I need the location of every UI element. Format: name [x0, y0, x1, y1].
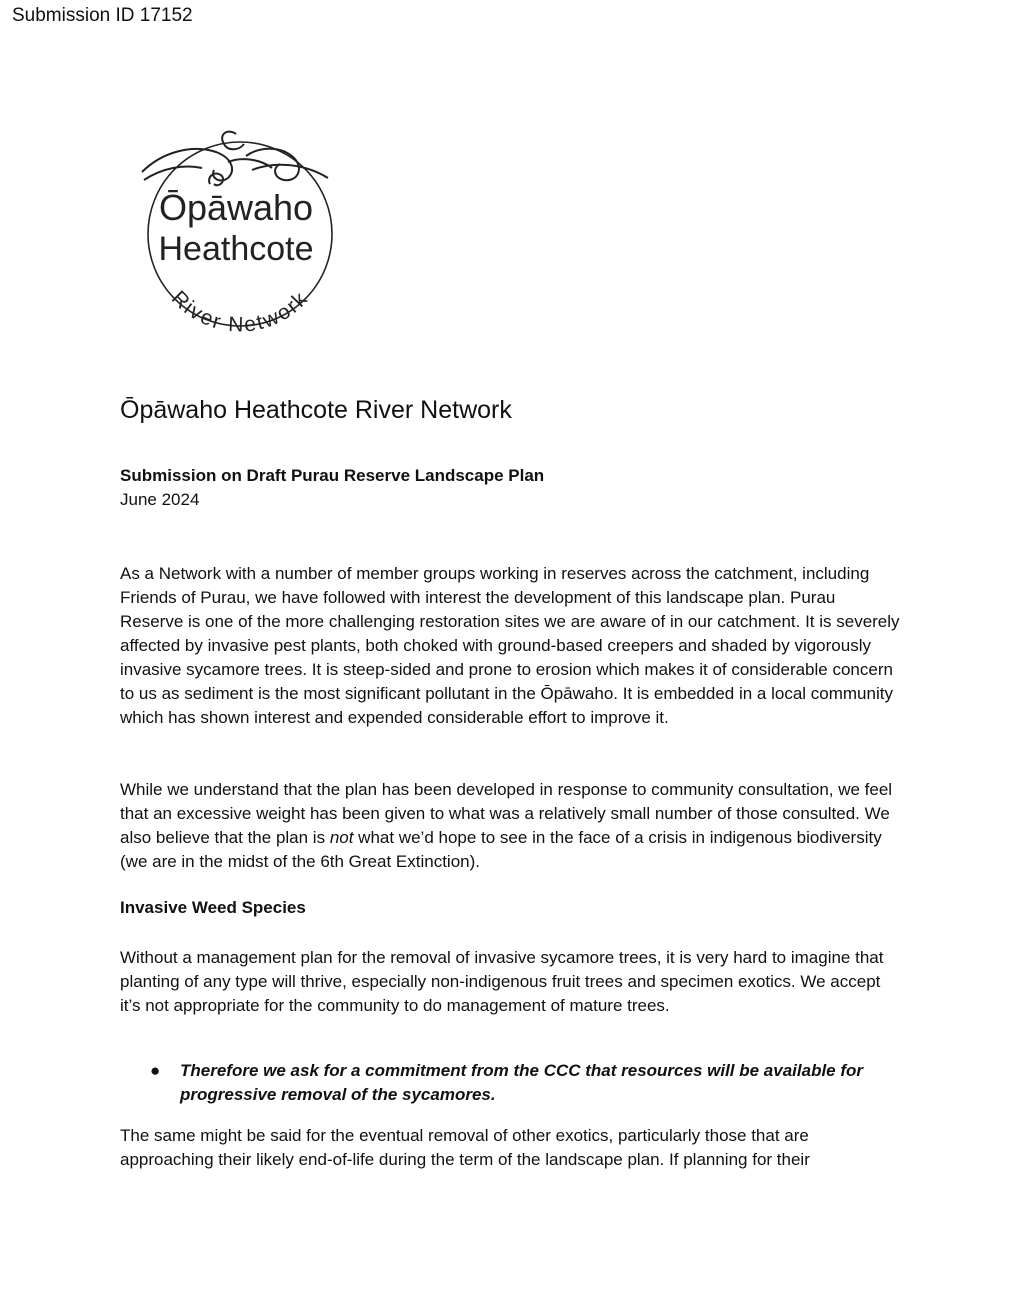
submission-date: June 2024 — [120, 490, 200, 509]
emphasis-not: not — [329, 828, 354, 847]
exotics-paragraph: The same might be said for the eventual removal of other exotics, particularly those that are approaching their likely end-of-life during the term of the landscape plan. If planning for their — [120, 1126, 810, 1169]
logo-text-line2: Heathcote — [158, 230, 314, 268]
request-bullet: Therefore we ask for a commitment from the CCC that resources will be available for progressive removal of the sycamores. — [180, 1061, 864, 1104]
logo-text-line1: Ōpāwaho — [158, 187, 314, 228]
consultation-text-a: While we understand that the plan has been developed in response to community consultation, we feel that an excessive weight has been given to what was a relatively small number of those consulted. We also believe that the plan is — [120, 780, 893, 847]
submission-id: Submission ID 17152 — [12, 5, 193, 26]
bullet-icon: ● — [150, 1061, 161, 1080]
network-logo — [132, 122, 342, 332]
section-heading-weeds: Invasive Weed Species — [120, 898, 306, 917]
consultation-paragraph — [120, 778, 900, 874]
weeds-paragraph: Without a management plan for the removal of invasive sycamore trees, it is very hard to imagine that planting of any type will thrive, especially non-indigenous fruit trees and specimen exotics. We accept it’s not appropriate for the community to do management of mature trees. — [120, 948, 884, 1015]
consultation-text-b: what we’d hope to see in the face of a crisis in indigenous biodiversity (we are in the midst of the 6th Great Extinction). — [120, 828, 882, 871]
submission-title: Submission on Draft Purau Reserve Landscape Plan — [120, 466, 545, 485]
logo-arc-text: River Network — [166, 286, 314, 332]
org-title: Ōpāwaho Heathcote River Network — [120, 396, 512, 424]
intro-paragraph: As a Network with a number of member groups working in reserves across the catchment, including Friends of Purau, we have followed with interest the development of this landscape plan. Purau Reserve is one of the more challenging restoration sites we are aware of in our catchment. It is severely affected by invasive pest plants, both choked with ground-based creepers and shaded by vigorously invasive sycamore trees. It is steep-sided and prone to erosion which makes it of considerable concern to us as sediment is the most significant pollutant in the Ōpāwaho. It is embedded in a local community which has shown interest and expended considerable effort to improve it. — [120, 564, 900, 727]
